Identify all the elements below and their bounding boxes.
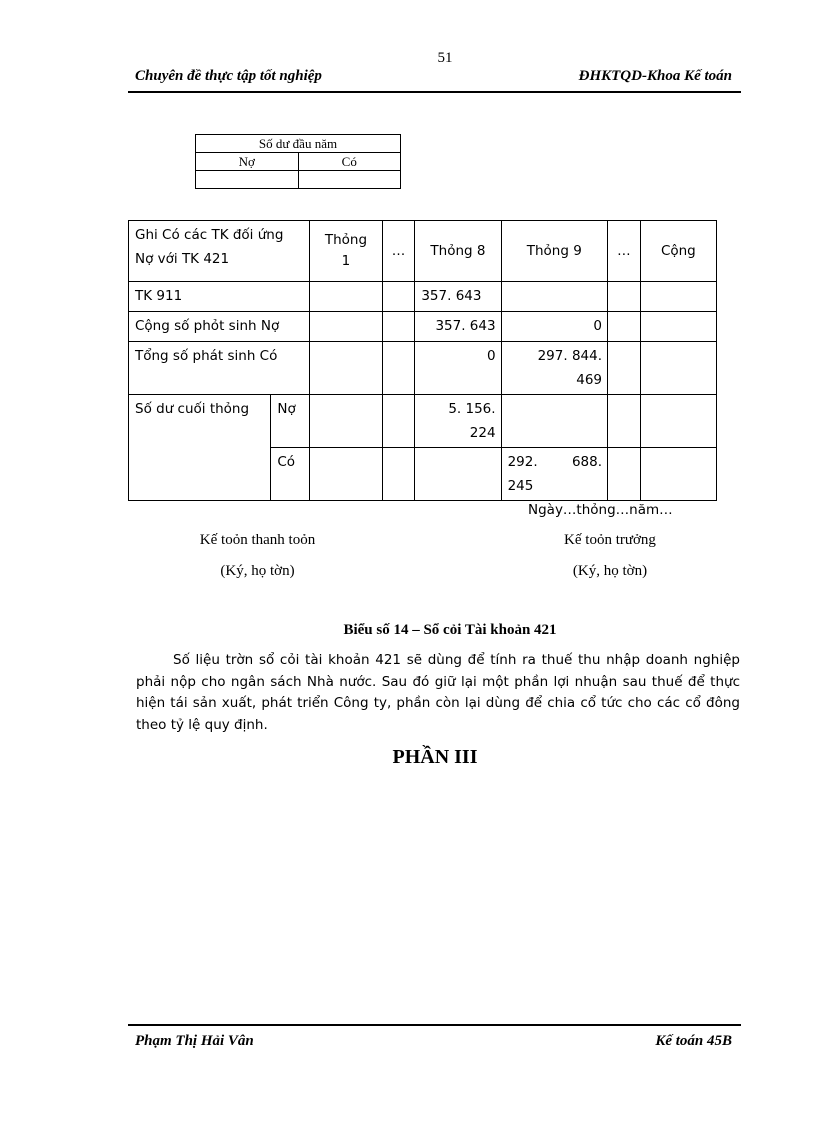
header-ellipsis-1: … xyxy=(382,221,415,282)
signature-left-note: (Ký, họ tờn) xyxy=(220,563,295,579)
header-month1-line2: 1 xyxy=(341,253,351,269)
header-ellipsis-2: … xyxy=(608,221,641,282)
row-credit-sum-m9 xyxy=(501,342,607,395)
row-closing-credit-label: Có xyxy=(271,448,310,501)
signature-left-title: Kế toỏn thanh toỏn xyxy=(199,532,316,548)
row-debit-sum-label: Cộng số phỏt sinh Nợ xyxy=(129,312,310,342)
body-paragraph: Số liệu trờn sổ cỏi tài khoản 421 sẽ dùng để tính ra thuế thu nhập doanh nghiệp phải nộp cho ngân sách Nhà nước. Sau đó giữ lại một phần lợi nhuận sau thuế để thực hiện tái sản xuất, phát triển Công ty, phần còn lại dùng để chia cổ tức cho các cổ đông theo tỷ lệ quy định. xyxy=(136,652,740,733)
footer-left: Phạm Thị Hải Vân xyxy=(135,1033,254,1049)
date-line: Ngày…thỏng…năm… xyxy=(528,502,673,518)
opening-credit-value xyxy=(298,171,401,189)
opening-debit-value xyxy=(196,171,299,189)
signature-right-note: (Ký, họ tờn) xyxy=(572,563,648,579)
row-closing-debit-m8-line1: 5. 156. xyxy=(448,401,496,417)
row-debit-sum-m9: 0 xyxy=(501,312,607,342)
row-closing-label: Số dư cuối thỏng xyxy=(129,395,271,501)
header-left: Chuyên đề thực tập tốt nghiệp xyxy=(135,68,322,84)
row-credit-sum-m9-line1: 297. 844. xyxy=(537,348,603,364)
header-month9: Thỏng 9 xyxy=(501,221,607,282)
header-month1-line1: Thỏng xyxy=(324,232,368,248)
footer-right: Kế toán 45B xyxy=(655,1033,732,1049)
row-credit-sum-m9-line2: 469 xyxy=(576,372,603,388)
header-account xyxy=(129,221,310,282)
row-credit-sum-label: Tổng số phát sinh Có xyxy=(129,342,310,395)
opening-balance-table xyxy=(195,134,401,189)
row-debit-sum-m8: 357. 643 xyxy=(415,312,501,342)
header-rule xyxy=(128,91,741,93)
part-heading: PHẦN III xyxy=(392,746,478,768)
row-closing-debit-m8-line2: 224 xyxy=(469,425,496,441)
row-closing-credit-m9-line1: 292. 688. xyxy=(507,454,603,470)
signature-right-title: Kế toỏn trưởng xyxy=(564,532,656,548)
table-row xyxy=(129,395,717,448)
header-right: ĐHKTQD-Khoa Kế toán xyxy=(578,68,732,84)
header-account-line2: Nợ với TK 421 xyxy=(135,251,230,267)
table-row xyxy=(129,342,717,395)
row-tk911-label: TK 911 xyxy=(129,282,310,312)
table-caption: Biểu số 14 – Sổ cỏi Tài khoản 421 xyxy=(343,622,557,638)
row-closing-credit-m9 xyxy=(501,448,607,501)
row-tk911-m8: 357. 643 xyxy=(415,282,501,312)
table-row xyxy=(129,282,717,312)
header-account-line1: Ghi Có các TK đối ứng xyxy=(135,227,284,243)
row-credit-sum-m8: 0 xyxy=(415,342,501,395)
opening-credit-header: Có xyxy=(298,153,401,171)
row-closing-debit-label: Nợ xyxy=(271,395,310,448)
row-closing-debit-m8 xyxy=(415,395,501,448)
table-row xyxy=(129,312,717,342)
page-number: 51 xyxy=(437,50,453,66)
footer-rule xyxy=(128,1024,741,1026)
header-month1 xyxy=(310,221,382,282)
opening-debit-header: Nợ xyxy=(196,153,299,171)
header-total: Cộng xyxy=(640,221,716,282)
row-closing-credit-m9-line2: 245 xyxy=(507,478,534,494)
header-month8: Thỏng 8 xyxy=(415,221,501,282)
ledger-header-row xyxy=(129,221,717,282)
opening-balance-title: Số dư đầu năm xyxy=(196,135,401,153)
ledger-table xyxy=(128,220,717,501)
